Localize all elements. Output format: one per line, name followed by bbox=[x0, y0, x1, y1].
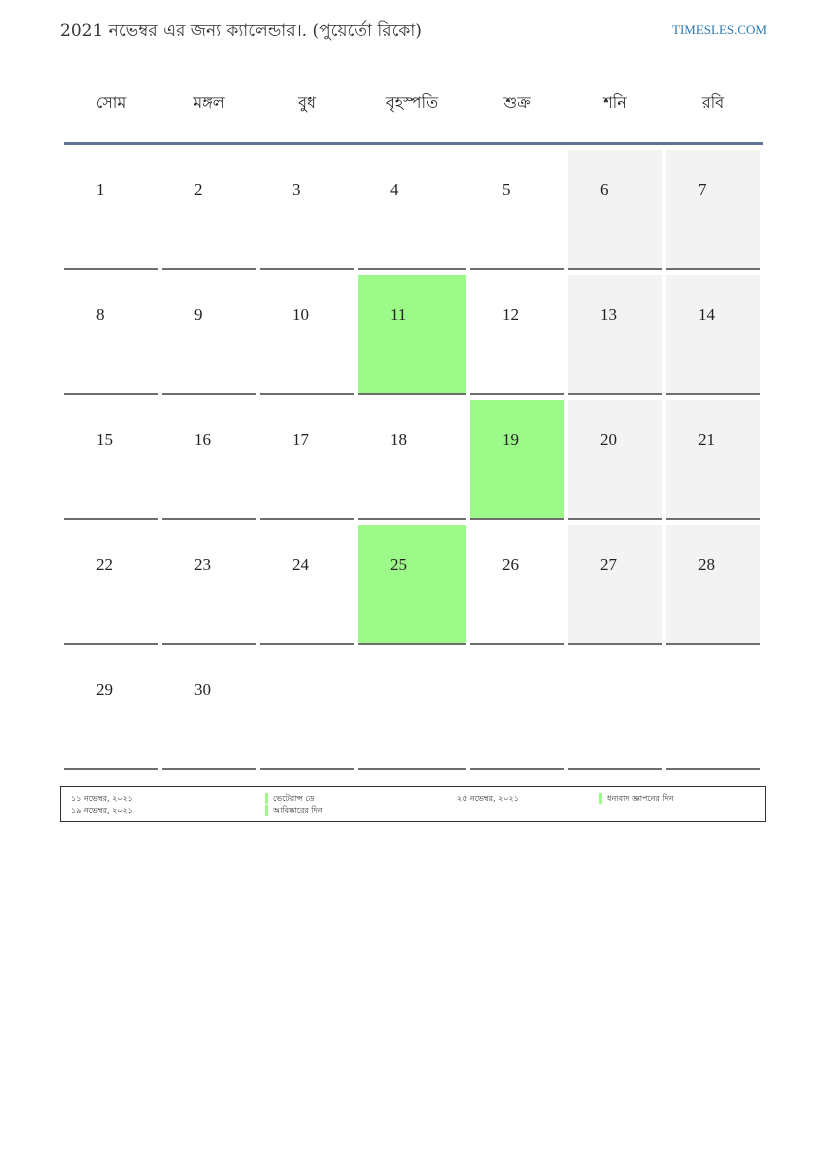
day-cell[interactable] bbox=[64, 525, 158, 645]
calendar-grid bbox=[64, 80, 763, 775]
day-cell bbox=[470, 650, 564, 770]
day-number: 14 bbox=[698, 305, 715, 324]
weekday-monday: সোম bbox=[95, 93, 127, 112]
weekday-sunday: রবি bbox=[701, 93, 725, 112]
day-number: 16 bbox=[194, 430, 211, 449]
weekday-saturday: শনি bbox=[603, 93, 627, 112]
day-number: 10 bbox=[292, 305, 309, 324]
day-cell[interactable] bbox=[666, 525, 760, 645]
site-link[interactable]: TIMESLES.COM bbox=[672, 22, 767, 37]
day-cell[interactable] bbox=[666, 400, 760, 520]
day-cell bbox=[568, 650, 662, 770]
day-number: 7 bbox=[698, 180, 707, 199]
day-cell[interactable] bbox=[64, 650, 158, 770]
weekday-header bbox=[64, 80, 763, 145]
day-cell[interactable] bbox=[666, 275, 760, 395]
legend-date-3: ২৫ নভেম্বর, ২০২১ bbox=[457, 794, 519, 803]
day-number: 3 bbox=[292, 180, 301, 199]
day-cell[interactable] bbox=[260, 525, 354, 645]
day-cell bbox=[666, 650, 760, 770]
day-number: 13 bbox=[600, 305, 617, 324]
day-cell[interactable] bbox=[64, 150, 158, 270]
day-number: 11 bbox=[390, 305, 407, 324]
legend-color-marker bbox=[599, 793, 602, 804]
day-cell[interactable] bbox=[358, 150, 466, 270]
day-number: 5 bbox=[502, 180, 511, 199]
day-number: 29 bbox=[96, 680, 113, 699]
week-row bbox=[64, 650, 763, 770]
page-title: 2021 নভেম্বর এর জন্য ক্যালেন্ডার।. (পুয়ের্তো রিকো) bbox=[60, 21, 422, 41]
weekday-thursday: বৃহস্পতি bbox=[385, 93, 439, 112]
day-cell[interactable] bbox=[470, 275, 564, 395]
weekday-tuesday: মঙ্গল bbox=[193, 93, 225, 112]
day-cell[interactable] bbox=[162, 525, 256, 645]
day-cell[interactable] bbox=[568, 400, 662, 520]
day-cell[interactable] bbox=[666, 150, 760, 270]
legend-color-marker bbox=[265, 793, 268, 804]
day-cell[interactable] bbox=[260, 275, 354, 395]
weeks-container bbox=[64, 150, 763, 770]
legend-holiday-3: ধন্যবাদ জ্ঞাপনের দিন bbox=[607, 794, 674, 803]
weekday-wednesday: বুধ bbox=[298, 93, 316, 112]
legend-holiday-1: ভেটেরান্স ডে bbox=[273, 794, 315, 803]
week-row bbox=[64, 525, 763, 645]
holiday-day-cell[interactable] bbox=[358, 275, 466, 395]
holiday-day-cell[interactable] bbox=[358, 525, 466, 645]
day-number: 23 bbox=[194, 555, 211, 574]
day-number: 12 bbox=[502, 305, 519, 324]
day-number: 22 bbox=[96, 555, 113, 574]
legend-color-marker bbox=[265, 805, 268, 816]
day-number: 21 bbox=[698, 430, 715, 449]
day-cell[interactable] bbox=[162, 400, 256, 520]
weekday-friday: শুক্র bbox=[503, 93, 531, 112]
day-cell[interactable] bbox=[64, 275, 158, 395]
day-cell[interactable] bbox=[470, 150, 564, 270]
holiday-day-cell[interactable] bbox=[470, 400, 564, 520]
day-number: 18 bbox=[390, 430, 407, 449]
day-cell bbox=[260, 650, 354, 770]
day-number: 15 bbox=[96, 430, 113, 449]
day-number: 19 bbox=[502, 430, 519, 449]
day-cell[interactable] bbox=[260, 150, 354, 270]
legend-date-1: ১১ নভেম্বর, ২০২১ bbox=[71, 794, 133, 803]
day-cell[interactable] bbox=[470, 525, 564, 645]
day-number: 17 bbox=[292, 430, 309, 449]
day-cell[interactable] bbox=[260, 400, 354, 520]
day-number: 2 bbox=[194, 180, 203, 199]
day-cell bbox=[358, 650, 466, 770]
day-cell[interactable] bbox=[358, 400, 466, 520]
day-cell[interactable] bbox=[568, 150, 662, 270]
day-number: 9 bbox=[194, 305, 203, 324]
day-number: 24 bbox=[292, 555, 309, 574]
day-number: 30 bbox=[194, 680, 211, 699]
day-cell[interactable] bbox=[568, 275, 662, 395]
legend-date-2: ১৯ নভেম্বর, ২০২১ bbox=[71, 806, 133, 815]
day-number: 26 bbox=[502, 555, 519, 574]
day-number: 4 bbox=[390, 180, 399, 199]
day-number: 1 bbox=[96, 180, 105, 199]
legend-holiday-2: আবিষ্কারের দিন bbox=[273, 806, 323, 815]
week-row bbox=[64, 275, 763, 395]
day-number: 6 bbox=[600, 180, 609, 199]
day-number: 25 bbox=[390, 555, 407, 574]
day-number: 8 bbox=[96, 305, 105, 324]
day-cell[interactable] bbox=[162, 275, 256, 395]
day-cell[interactable] bbox=[162, 650, 256, 770]
day-cell[interactable] bbox=[64, 400, 158, 520]
week-row bbox=[64, 150, 763, 270]
day-number: 20 bbox=[600, 430, 617, 449]
day-number: 27 bbox=[600, 555, 617, 574]
day-cell[interactable] bbox=[568, 525, 662, 645]
day-number: 28 bbox=[698, 555, 715, 574]
day-cell[interactable] bbox=[162, 150, 256, 270]
week-row bbox=[64, 400, 763, 520]
holiday-legend bbox=[60, 786, 766, 822]
